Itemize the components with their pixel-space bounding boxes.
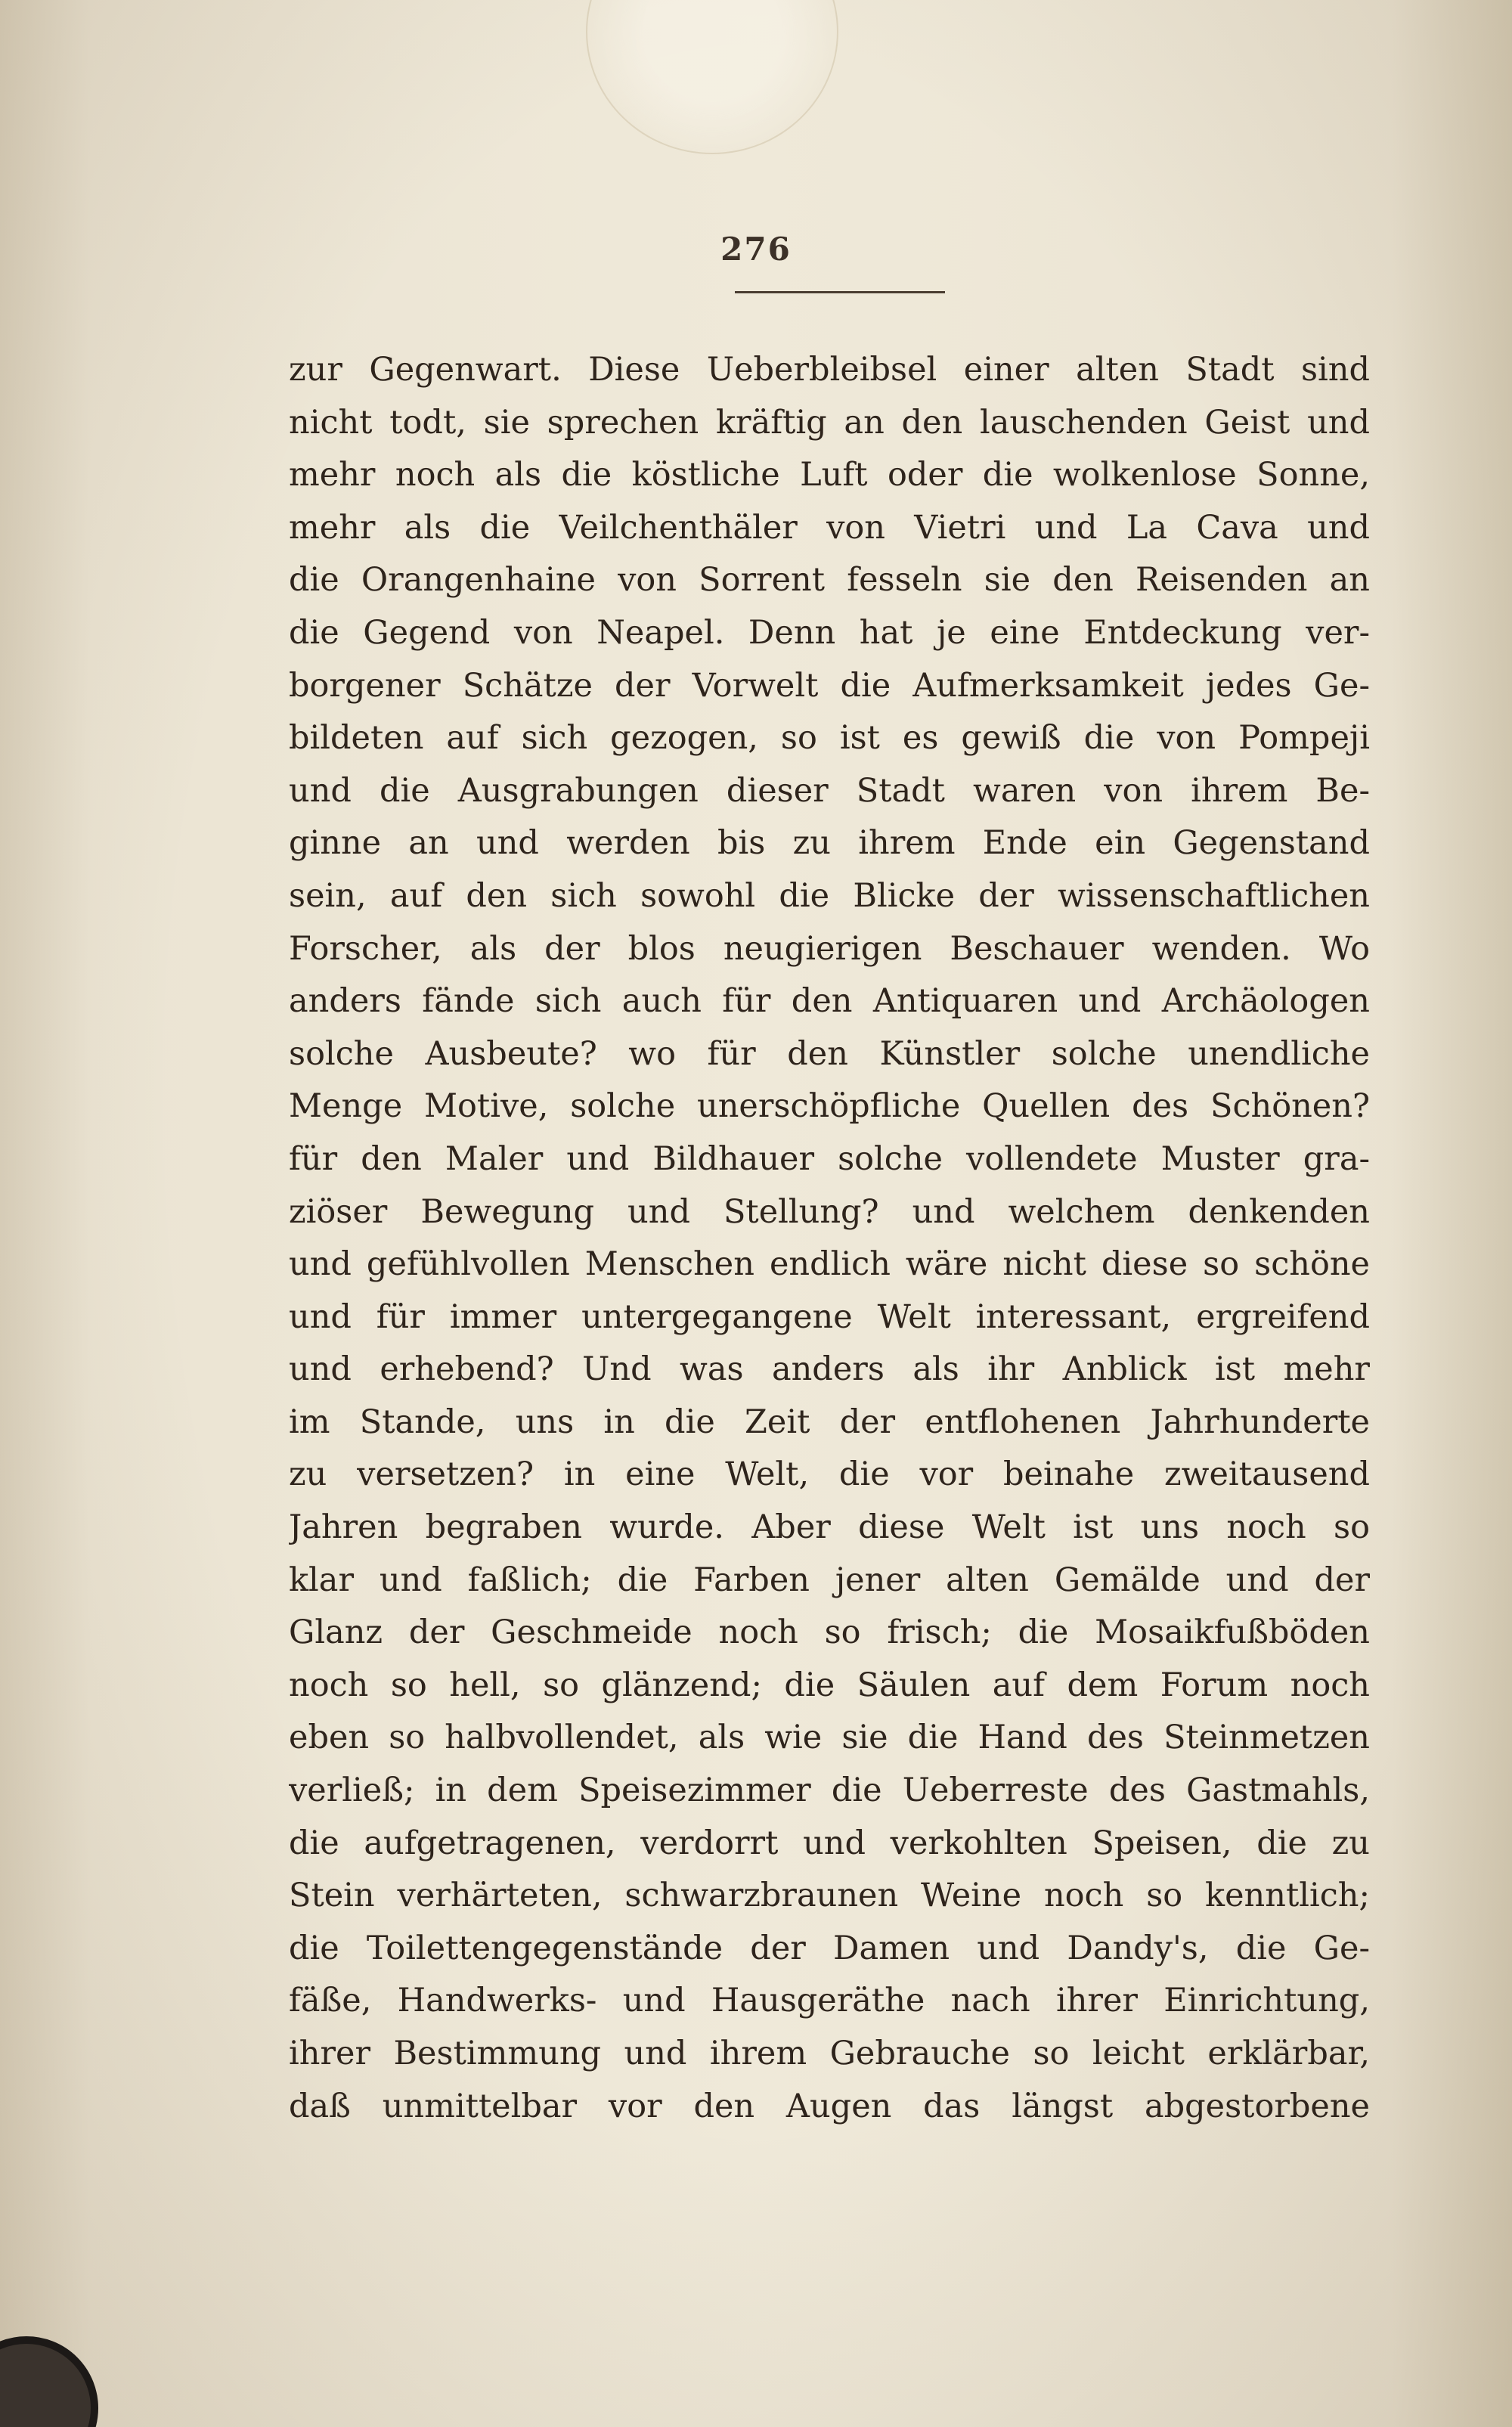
text-line: im Stande, uns in die Zeit der entflohenen Jahrhunderte	[289, 1403, 1370, 1441]
text-line: und die Ausgrabungen dieser Stadt waren von ihrem Be-	[289, 771, 1370, 810]
text-line: Forscher, als der blos neugierigen Beschauer wenden. Wo	[289, 929, 1370, 968]
header-rule	[735, 291, 945, 293]
text-line: eben so halbvollendet, als wie sie die Hand des Steinmetzen	[289, 1719, 1370, 1757]
text-line: Menge Motive, solche unerschöpfliche Quellen des Schönen?	[289, 1087, 1370, 1126]
text-line: bildeten auf sich gezogen, so ist es gewiß die von Pompeji	[289, 719, 1370, 758]
text-line: und gefühlvollen Menschen endlich wäre nicht diese so schöne	[289, 1245, 1370, 1284]
text-line: für den Maler und Bildhauer solche vollendete Muster gra-	[289, 1139, 1370, 1178]
text-line: Jahren begraben wurde. Aber diese Welt ist uns noch so	[289, 1508, 1370, 1547]
text-line: anders fände sich auch für den Antiquaren und Archäologen	[289, 982, 1370, 1021]
text-line: fäße, Handwerks- und Hausgeräthe nach ihrer Einrichtung,	[289, 1982, 1370, 2020]
text-line: die Gegend von Neapel. Denn hat je eine Entdeckung ver-	[289, 613, 1370, 652]
text-line: ziöser Bewegung und Stellung? und welchem denkenden	[289, 1192, 1370, 1231]
text-line: die Toilettengegenstände der Damen und Dandy's, die Ge-	[289, 1929, 1370, 1967]
text-line: mehr als die Veilchenthäler von Vietri und La Cava und	[289, 508, 1370, 547]
binding-corner	[0, 2336, 98, 2427]
text-line: daß unmittelbar vor den Augen das längst abgestorbene	[289, 2087, 1370, 2125]
text-line: Glanz der Geschmeide noch so frisch; die Mosaikfußböden	[289, 1613, 1370, 1652]
text-line: solche Ausbeute? wo für den Künstler solche unendliche	[289, 1034, 1370, 1073]
text-line: nicht todt, sie sprechen kräftig an den lauschenden Geist und	[289, 403, 1370, 442]
text-line: ihrer Bestimmung und ihrem Gebrauche so leicht erklärbar,	[289, 2035, 1370, 2072]
text-line: mehr noch als die köstliche Luft oder die wolkenlose Sonne,	[289, 456, 1370, 494]
text-line: Stein verhärteten, schwarzbraunen Weine noch so kenntlich;	[289, 1877, 1370, 1915]
text-line: die aufgetragenen, verdorrt und verkohlten Speisen, die zu	[289, 1824, 1370, 1862]
page-number: 276	[720, 231, 792, 268]
text-line: verließ; in dem Speisezimmer die Ueberreste des Gastmahls,	[289, 1771, 1370, 1810]
text-line: klar und faßlich; die Farben jener alten Gemälde und der	[289, 1561, 1370, 1599]
paper-stain	[586, 0, 838, 154]
text-line: noch so hell, so glänzend; die Säulen auf dem Forum noch	[289, 1666, 1370, 1704]
text-line: und für immer untergegangene Welt interessant, ergreifend	[289, 1297, 1370, 1336]
text-line: und erhebend? Und was anders als ihr Anblick ist mehr	[289, 1350, 1370, 1389]
text-line: die Orangenhaine von Sorrent fesseln sie den Reisenden an	[289, 561, 1370, 600]
text-line: zur Gegenwart. Diese Ueberbleibsel einer alten Stadt sind	[289, 351, 1370, 389]
text-line: ginne an und werden bis zu ihrem Ende ein Gegenstand	[289, 824, 1370, 863]
text-line: sein, auf den sich sowohl die Blicke der wissenschaftlichen	[289, 876, 1370, 915]
text-line: zu versetzen? in eine Welt, die vor beinahe zweitausend	[289, 1455, 1370, 1494]
text-line: borgener Schätze der Vorwelt die Aufmerksamkeit jedes Ge-	[289, 666, 1370, 705]
body-text	[289, 344, 1370, 2133]
